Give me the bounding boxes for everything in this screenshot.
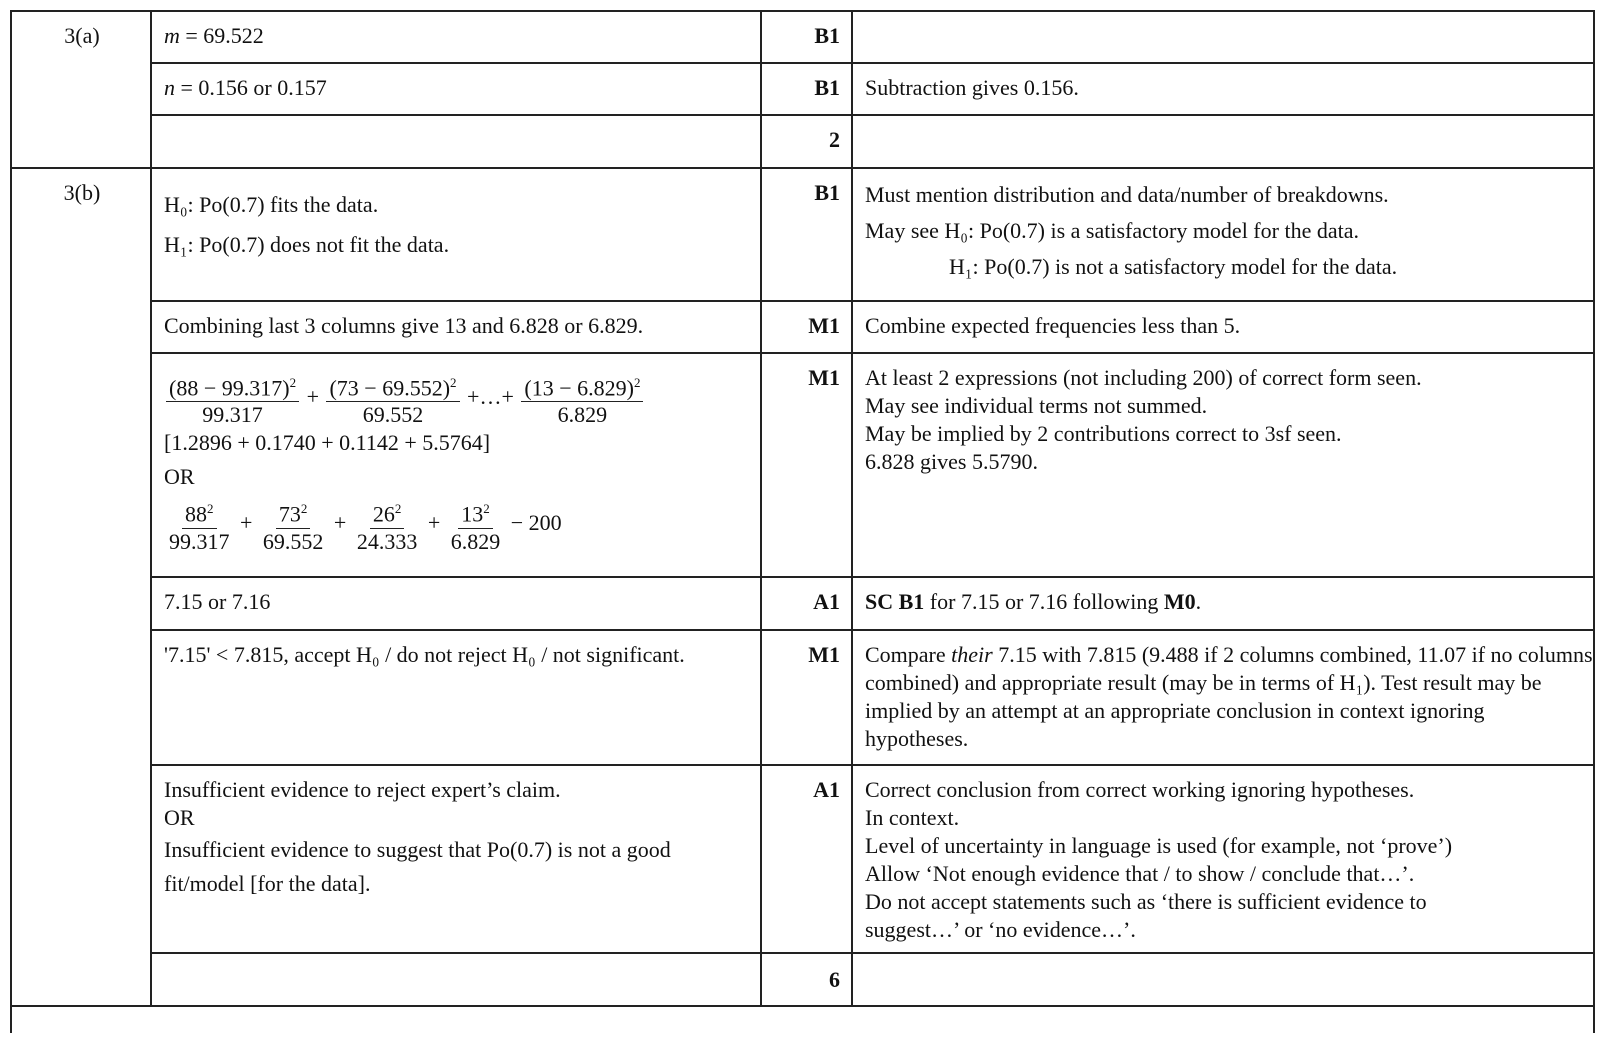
- operator: +: [427, 510, 441, 536]
- answer-line: Insufficient evidence to reject expert’s claim.: [164, 777, 561, 802]
- mark-code: M0: [1163, 589, 1196, 614]
- mark-cell: A1: [813, 589, 840, 614]
- denominator: 99.317: [169, 528, 230, 554]
- guidance-line: Allow ‘Not enough evidence that / to show / conclude that…’.: [865, 861, 1415, 886]
- guidance-line: May see individual terms not summed.: [865, 393, 1208, 418]
- answer-cell: [152, 62, 757, 102]
- divider: [152, 114, 1593, 116]
- denominator: 69.552: [362, 402, 424, 428]
- guidance-line: May see H₀: Po(0.7) is a satisfactory model for the data.: [865, 218, 1359, 243]
- guidance-emphasis: their: [951, 642, 993, 667]
- question-number: 3(b): [63, 180, 101, 205]
- divider: [152, 952, 1593, 954]
- operator: +: [240, 510, 253, 536]
- alt-hypothesis: H₁: Po(0.7) does not fit the data.: [164, 232, 450, 257]
- denominator: 6.829: [557, 402, 608, 428]
- answer-variable: n: [164, 75, 175, 100]
- guidance-cell: Combine expected frequencies less than 5.: [865, 313, 1241, 338]
- answer-cell: [152, 764, 757, 898]
- numerator: (73 − 69.552): [329, 375, 451, 401]
- mark-cell: B1: [814, 180, 840, 205]
- answer-cell: [152, 352, 757, 555]
- question-number: 3(a): [64, 23, 100, 48]
- numerator: (13 − 6.829): [524, 375, 634, 401]
- exponent: 2: [483, 501, 490, 517]
- null-hypothesis: H₀: Po(0.7) fits the data.: [164, 192, 379, 217]
- fraction: [354, 496, 421, 554]
- fraction: [326, 370, 459, 428]
- exponent: 2: [633, 375, 641, 390]
- answer-variable: m: [164, 23, 180, 48]
- fraction: [521, 370, 643, 428]
- answer-line: OR: [164, 805, 195, 830]
- guidance-cell: [853, 764, 1573, 944]
- answer-cell: Combining last 3 columns give 13 and 6.828 or 6.829.: [164, 313, 644, 338]
- guidance-cell: [853, 352, 1573, 476]
- numerator: 73: [278, 501, 301, 527]
- denominator: 99.317: [202, 402, 263, 428]
- guidance-line: In context.: [865, 805, 960, 830]
- guidance-line: 6.828 gives 5.5790.: [865, 449, 1038, 474]
- divider: [12, 1005, 1593, 1007]
- contributions: [1.2896 + 0.1740 + 0.1142 + 5.5764]: [164, 430, 491, 456]
- answer-cell: '7.15' < 7.815, accept H₀ / do not reject H₀ / not significant.: [164, 642, 685, 667]
- denominator: 6.829: [450, 528, 501, 554]
- exponent: 2: [450, 375, 457, 390]
- exponent: 2: [289, 375, 297, 390]
- denominator: 24.333: [356, 528, 418, 554]
- guidance-line: H₁: Po(0.7) is not a satisfactory model for the data.: [949, 254, 1398, 279]
- guidance-text: for 7.15 or 7.16 following: [924, 589, 1164, 614]
- numerator: 88: [185, 501, 207, 527]
- mark-cell: B1: [814, 75, 840, 100]
- numerator: 13: [461, 501, 484, 527]
- guidance-cell: [853, 576, 1573, 616]
- guidance-cell: [853, 629, 1593, 753]
- alternative-expression: [164, 496, 757, 554]
- denominator: 69.552: [262, 528, 324, 554]
- guidance-cell: [853, 167, 1573, 285]
- answer-cell: 7.15 or 7.16: [164, 589, 271, 614]
- guidance-line: Level of uncertainty in language is used (for example, not ‘prove’): [865, 833, 1453, 858]
- mark-cell: A1: [813, 777, 840, 802]
- mark-cell: B1: [814, 23, 840, 48]
- numerator: 26: [372, 501, 395, 527]
- guidance-line: May be implied by 2 contributions correct to 3sf seen.: [865, 421, 1342, 446]
- fraction: [166, 496, 233, 554]
- mark-cell: M1: [808, 365, 840, 390]
- guidance-line: At least 2 expressions (not including 200) of correct form seen.: [865, 365, 1422, 390]
- guidance-line: Correct conclusion from correct working ignoring hypotheses.: [865, 777, 1415, 802]
- numerator: (88 − 99.317): [169, 375, 290, 401]
- mark-cell: M1: [808, 642, 840, 667]
- total-mark: 6: [829, 967, 840, 992]
- exponent: 2: [394, 501, 402, 517]
- total-mark: 2: [829, 127, 840, 152]
- guidance-text: 7.15 with 7.815 (9.488 if 2 columns combined, 11.07 if no columns combined) and appropriate result (may be in terms of H₁). Test result may be implied by an attempt at an appropriate conclusion in context ignoring hypotheses.: [865, 642, 1593, 751]
- operator: +: [333, 510, 347, 536]
- chi-squared-expression: [164, 370, 757, 428]
- guidance-line: Do not accept statements such as ‘there is sufficient evidence to: [865, 889, 1427, 914]
- answer-value: = 69.522: [179, 23, 264, 48]
- divider: [760, 10, 762, 1007]
- answer-value: = 0.156 or 0.157: [175, 75, 327, 100]
- guidance-text: Compare: [865, 642, 952, 667]
- answer-cell: [152, 10, 757, 50]
- operator: +…+: [467, 384, 514, 410]
- mark-cell: M1: [808, 313, 840, 338]
- answer-line: Insufficient evidence to suggest that Po(0.7) is not a good: [164, 837, 671, 862]
- special-case-label: SC B1: [865, 589, 925, 614]
- fraction: [166, 370, 299, 428]
- guidance-text: .: [1195, 589, 1202, 614]
- answer-cell: [152, 167, 757, 265]
- exponent: 2: [300, 501, 308, 517]
- operator: − 200: [510, 510, 562, 536]
- guidance-line: Must mention distribution and data/number of breakdowns.: [865, 182, 1389, 207]
- mark-scheme-table: [10, 10, 1595, 1033]
- guidance-line: suggest…’ or ‘no evidence…’.: [865, 917, 1136, 942]
- answer-line: fit/model [for the data].: [164, 871, 371, 896]
- or-label: OR: [164, 464, 195, 490]
- guidance-cell: Subtraction gives 0.156.: [865, 75, 1079, 100]
- fraction: [260, 496, 327, 554]
- exponent: 2: [207, 501, 214, 517]
- fraction: [448, 496, 504, 554]
- operator: +: [306, 384, 319, 410]
